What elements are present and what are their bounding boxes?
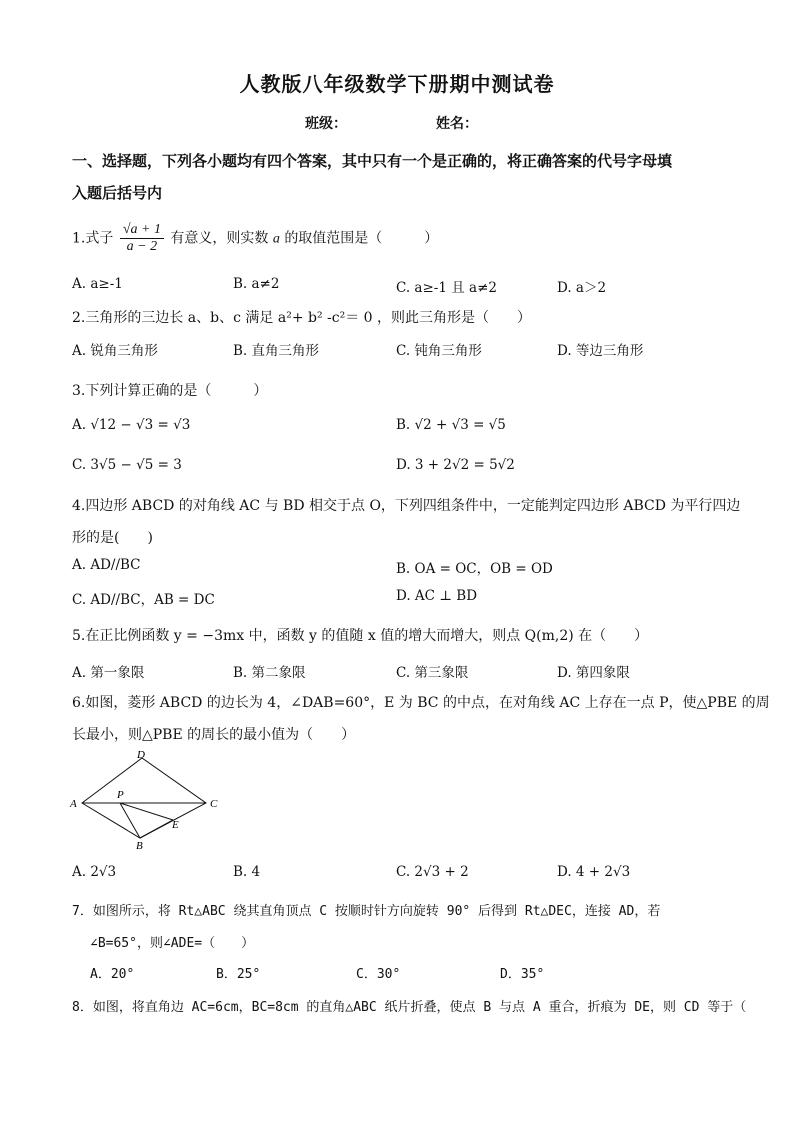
question-8: 8．如图，将直角边 AC=6cm，BC=8cm 的直角△ABC 纸片折叠，使点 B 与点 A 重合，折痕为 DE，则 CD 等于（ [72,1000,747,1015]
q1-suffix: 有意义，则实数 [170,230,269,247]
question-1 [72,222,438,255]
q7-option-d: D．35° [500,967,545,982]
section-1-heading: 一、选择题，下列各小题均有四个答案，其中只有一个是正确的，将正确答案的代号字母填 [72,152,673,170]
segment-be [140,820,173,838]
question-2: 2.三角形的三边长 a、b、c 满足 a²+ b² -c²＝ 0 ，则此三角形是（ ） [72,310,532,326]
q2-option-b: B. 直角三角形 [233,343,320,359]
label-a: A [70,798,77,810]
q4-option-b: B. OA = OC，OB = OD [396,561,553,577]
label-b: B [136,840,143,852]
page-title: 人教版八年级数学下册期中测试卷 [239,72,555,96]
q4-option-a: A. AD//BC [72,557,141,573]
q2-option-c: C. 钝角三角形 [396,343,482,359]
q1-option-c: C. a≥-1 且 a≠2 [396,280,497,296]
question-4: 4.四边形 ABCD 的对角线 AC 与 BD 相交于点 O，下列四组条件中，一定能判定四边形 ABCD 为平行四边 [72,498,741,514]
label-e: E [172,819,179,831]
q1-var: a [272,231,280,247]
q1-denominator: a − 2 [126,239,158,254]
question-4-cont: 形的是( ) [72,530,153,546]
q5-option-d: D. 第四象限 [557,665,630,681]
q7-option-a: A．20° [90,967,135,982]
question-7: 7．如图所示，将 Rt△ABC 绕其直角顶点 C 按顺时针方向旋转 90° 后得到 Rt△DEC，连接 AD，若 [72,904,661,919]
question-3: 3.下列计算正确的是（ ） [72,383,268,399]
question-5: 5.在正比例函数 y = −3mx 中，函数 y 的值随 x 值的增大而增大，则点 Q(m,2) 在（ ） [72,628,649,644]
q4-option-c: C. AD//BC，AB = DC [72,592,215,608]
q1-numerator: √a + 1 [120,222,164,239]
q1-option-a: A. a≥-1 [72,276,123,292]
q6-option-d: D. 4 + 2√3 [557,864,631,880]
q1-prefix: 1.式子 [72,230,114,247]
q1-option-b: B. a≠2 [233,276,280,292]
q3-option-c: C. 3√5 − √5 = 3 [72,457,182,473]
q5-option-b: B. 第二象限 [233,665,306,681]
q3-option-a: A. √12 − √3 = √3 [72,417,191,433]
q7-option-c: C．30° [356,967,401,982]
q1-option-d: D. a＞2 [557,280,607,296]
class-label: 班级： [305,116,347,132]
section-1-heading-cont: 入题后括号内 [72,184,163,202]
question-6: 6.如图，菱形 ABCD 的边长为 4，∠DAB=60°，E 为 BC 的中点，在对角线 AC 上存在一点 P，使△PBE 的周 [72,695,770,711]
label-p: P [117,789,124,801]
q3-option-d: D. 3 + 2√2 = 5√2 [396,457,515,473]
q5-option-c: C. 第三象限 [396,665,469,681]
name-label: 姓名： [436,116,478,132]
q6-option-b: B. 4 [233,864,261,880]
q3-option-b: B. √2 + √3 = √5 [396,417,506,433]
q7-option-b: B．25° [216,967,261,982]
q6-option-c: C. 2√3 + 2 [396,864,469,880]
q1-suffix2: 的取值范围是（ ） [284,230,439,247]
q6-option-a: A. 2√3 [72,864,117,880]
question-6-cont: 长最小，则△PBE 的周长的最小值为（ ） [72,727,356,743]
q1-fraction [120,222,164,255]
q2-option-d: D. 等边三角形 [557,343,644,359]
label-c: C [210,798,218,810]
q4-option-d: D. AC ⊥ BD [396,588,478,604]
rhombus-abcd [82,758,206,838]
q5-option-a: A. 第一象限 [72,665,145,681]
rhombus-figure [66,748,226,852]
q2-option-a: A. 锐角三角形 [72,343,158,359]
label-d: D [137,749,145,761]
question-7-cont: ∠B=65°，则∠ADE=（ ） [90,936,255,951]
